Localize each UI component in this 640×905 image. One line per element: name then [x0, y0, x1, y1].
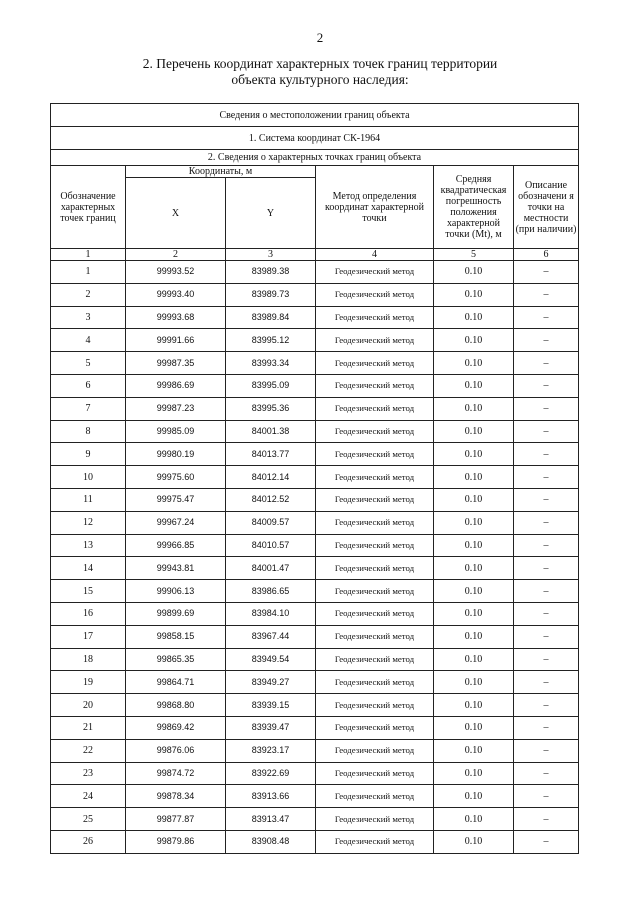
error-cell: 0.10 — [434, 397, 514, 420]
x-coordinate-cell: 99858.15 — [126, 625, 226, 648]
method-cell: Геодезический метод — [316, 511, 434, 534]
error-cell: 0.10 — [434, 602, 514, 625]
method-cell: Геодезический метод — [316, 580, 434, 603]
method-cell: Геодезический метод — [316, 397, 434, 420]
header-x: X — [126, 178, 226, 249]
table-row — [51, 648, 579, 671]
error-cell: 0.10 — [434, 534, 514, 557]
x-coordinate-cell: 99878.34 — [126, 785, 226, 808]
method-cell: Геодезический метод — [316, 306, 434, 329]
description-cell: – — [514, 443, 579, 466]
x-coordinate-cell: 99864.71 — [126, 671, 226, 694]
y-coordinate-cell: 83922.69 — [226, 762, 316, 785]
table-row — [51, 808, 579, 831]
page-number: 2 — [316, 30, 324, 45]
table-row — [51, 716, 579, 739]
y-coordinate-cell: 84012.14 — [226, 466, 316, 489]
x-coordinate-cell: 99993.52 — [126, 261, 226, 284]
description-cell: – — [514, 283, 579, 306]
method-cell: Геодезический метод — [316, 716, 434, 739]
point-number-cell: 21 — [51, 716, 126, 739]
table-row — [51, 397, 579, 420]
column-number: 3 — [226, 249, 316, 261]
description-cell: – — [514, 625, 579, 648]
method-cell: Геодезический метод — [316, 671, 434, 694]
description-cell: – — [514, 352, 579, 375]
description-cell: – — [514, 762, 579, 785]
method-cell: Геодезический метод — [316, 466, 434, 489]
table-row — [51, 580, 579, 603]
x-coordinate-cell: 99877.87 — [126, 808, 226, 831]
x-coordinate-cell: 99868.80 — [126, 694, 226, 717]
coordinate-system-label: 1. Система координат СК-1964 — [51, 127, 579, 150]
point-number-cell: 1 — [51, 261, 126, 284]
x-coordinate-cell: 99993.68 — [126, 306, 226, 329]
y-coordinate-cell: 84001.47 — [226, 557, 316, 580]
column-number: 6 — [514, 249, 579, 261]
point-number-cell: 11 — [51, 488, 126, 511]
error-cell: 0.10 — [434, 580, 514, 603]
header-method: Метод определения координат характерной точки — [316, 166, 434, 249]
point-number-cell: 19 — [51, 671, 126, 694]
method-cell: Геодезический метод — [316, 830, 434, 853]
method-cell: Геодезический метод — [316, 443, 434, 466]
x-coordinate-cell: 99987.23 — [126, 397, 226, 420]
error-cell: 0.10 — [434, 306, 514, 329]
error-cell: 0.10 — [434, 466, 514, 489]
method-cell: Геодезический метод — [316, 534, 434, 557]
point-number-cell: 8 — [51, 420, 126, 443]
error-cell: 0.10 — [434, 739, 514, 762]
description-cell: – — [514, 671, 579, 694]
table-row — [51, 283, 579, 306]
method-cell: Геодезический метод — [316, 352, 434, 375]
error-cell: 0.10 — [434, 830, 514, 853]
y-coordinate-cell: 84010.57 — [226, 534, 316, 557]
error-cell: 0.10 — [434, 374, 514, 397]
point-number-cell: 9 — [51, 443, 126, 466]
y-coordinate-cell: 83939.15 — [226, 694, 316, 717]
heading-line-2: объекта культурного наследия: — [231, 72, 409, 87]
table-row — [51, 374, 579, 397]
method-cell: Геодезический метод — [316, 602, 434, 625]
description-cell: – — [514, 716, 579, 739]
heading-line-1: 2. Перечень координат характерных точек границ территории — [142, 56, 498, 71]
table-row — [51, 329, 579, 352]
column-number: 5 — [434, 249, 514, 261]
y-coordinate-cell: 83995.12 — [226, 329, 316, 352]
y-coordinate-cell: 83908.48 — [226, 830, 316, 853]
point-number-cell: 3 — [51, 306, 126, 329]
x-coordinate-cell: 99899.69 — [126, 602, 226, 625]
header-coordinates: Координаты, м — [126, 166, 316, 178]
table-row — [51, 625, 579, 648]
description-cell: – — [514, 397, 579, 420]
header-error: Средняя квадратическая погрешность положения характерной точки (Mt), м — [434, 166, 514, 249]
description-cell: – — [514, 557, 579, 580]
y-coordinate-cell: 83984.10 — [226, 602, 316, 625]
description-cell: – — [514, 306, 579, 329]
table-row — [51, 261, 579, 284]
method-cell: Геодезический метод — [316, 762, 434, 785]
point-number-cell: 15 — [51, 580, 126, 603]
error-cell: 0.10 — [434, 443, 514, 466]
y-coordinate-cell: 84001.38 — [226, 420, 316, 443]
table-row — [51, 557, 579, 580]
x-coordinate-cell: 99876.06 — [126, 739, 226, 762]
y-coordinate-cell: 83949.54 — [226, 648, 316, 671]
error-cell: 0.10 — [434, 557, 514, 580]
x-coordinate-cell: 99991.66 — [126, 329, 226, 352]
error-cell: 0.10 — [434, 648, 514, 671]
description-cell: – — [514, 511, 579, 534]
y-coordinate-cell: 84009.57 — [226, 511, 316, 534]
x-coordinate-cell: 99975.47 — [126, 488, 226, 511]
error-cell: 0.10 — [434, 488, 514, 511]
description-cell: – — [514, 488, 579, 511]
table-row — [51, 694, 579, 717]
error-cell: 0.10 — [434, 261, 514, 284]
x-coordinate-cell: 99967.24 — [126, 511, 226, 534]
point-number-cell: 25 — [51, 808, 126, 831]
point-number-cell: 5 — [51, 352, 126, 375]
points-info-label: 2. Сведения о характерных точках границ объекта — [51, 150, 579, 166]
table-caption: Сведения о местоположении границ объекта — [51, 104, 579, 127]
error-cell: 0.10 — [434, 625, 514, 648]
point-number-cell: 24 — [51, 785, 126, 808]
point-number-cell: 22 — [51, 739, 126, 762]
point-number-cell: 17 — [51, 625, 126, 648]
method-cell: Геодезический метод — [316, 488, 434, 511]
table-row — [51, 739, 579, 762]
table-row — [51, 762, 579, 785]
header-y: Y — [226, 178, 316, 249]
column-number: 1 — [51, 249, 126, 261]
error-cell: 0.10 — [434, 352, 514, 375]
x-coordinate-cell: 99993.40 — [126, 283, 226, 306]
method-cell: Геодезический метод — [316, 329, 434, 352]
error-cell: 0.10 — [434, 283, 514, 306]
point-number-cell: 26 — [51, 830, 126, 853]
x-coordinate-cell: 99975.60 — [126, 466, 226, 489]
description-cell: – — [514, 694, 579, 717]
description-cell: – — [514, 534, 579, 557]
description-cell: – — [514, 580, 579, 603]
description-cell: – — [514, 466, 579, 489]
x-coordinate-cell: 99986.69 — [126, 374, 226, 397]
method-cell: Геодезический метод — [316, 694, 434, 717]
point-number-cell: 14 — [51, 557, 126, 580]
header-point: Обозначение характерных точек границ — [51, 166, 126, 249]
description-cell: – — [514, 374, 579, 397]
table-row — [51, 534, 579, 557]
x-coordinate-cell: 99980.19 — [126, 443, 226, 466]
point-number-cell: 10 — [51, 466, 126, 489]
table-row — [51, 511, 579, 534]
x-coordinate-cell: 99869.42 — [126, 716, 226, 739]
column-numbers-row — [51, 249, 579, 261]
y-coordinate-cell: 83939.47 — [226, 716, 316, 739]
y-coordinate-cell: 83923.17 — [226, 739, 316, 762]
y-coordinate-cell: 83989.38 — [226, 261, 316, 284]
method-cell: Геодезический метод — [316, 648, 434, 671]
x-coordinate-cell: 99943.81 — [126, 557, 226, 580]
point-number-cell: 7 — [51, 397, 126, 420]
point-number-cell: 6 — [51, 374, 126, 397]
table-row — [51, 488, 579, 511]
table-row — [51, 306, 579, 329]
y-coordinate-cell: 83967.44 — [226, 625, 316, 648]
error-cell: 0.10 — [434, 716, 514, 739]
method-cell: Геодезический метод — [316, 625, 434, 648]
x-coordinate-cell: 99906.13 — [126, 580, 226, 603]
point-number-cell: 16 — [51, 602, 126, 625]
table-row — [51, 602, 579, 625]
method-cell: Геодезический метод — [316, 420, 434, 443]
error-cell: 0.10 — [434, 329, 514, 352]
description-cell: – — [514, 739, 579, 762]
coordinates-table — [50, 103, 579, 854]
y-coordinate-cell: 83995.09 — [226, 374, 316, 397]
point-number-cell: 18 — [51, 648, 126, 671]
point-number-cell: 23 — [51, 762, 126, 785]
method-cell: Геодезический метод — [316, 739, 434, 762]
y-coordinate-cell: 84013.77 — [226, 443, 316, 466]
x-coordinate-cell: 99987.35 — [126, 352, 226, 375]
x-coordinate-cell: 99985.09 — [126, 420, 226, 443]
y-coordinate-cell: 83949.27 — [226, 671, 316, 694]
x-coordinate-cell: 99865.35 — [126, 648, 226, 671]
table-row — [51, 466, 579, 489]
point-number-cell: 13 — [51, 534, 126, 557]
table-row — [51, 352, 579, 375]
error-cell: 0.10 — [434, 808, 514, 831]
header-description: Описание обозначени я точки на местности (при наличии) — [514, 166, 579, 249]
description-cell: – — [514, 329, 579, 352]
method-cell: Геодезический метод — [316, 374, 434, 397]
x-coordinate-cell: 99874.72 — [126, 762, 226, 785]
method-cell: Геодезический метод — [316, 283, 434, 306]
error-cell: 0.10 — [434, 762, 514, 785]
description-cell: – — [514, 830, 579, 853]
y-coordinate-cell: 83986.65 — [226, 580, 316, 603]
page-heading — [60, 56, 580, 88]
column-number: 4 — [316, 249, 434, 261]
column-number: 2 — [126, 249, 226, 261]
description-cell: – — [514, 785, 579, 808]
y-coordinate-cell: 83995.36 — [226, 397, 316, 420]
description-cell: – — [514, 420, 579, 443]
point-number-cell: 12 — [51, 511, 126, 534]
y-coordinate-cell: 84012.52 — [226, 488, 316, 511]
table-row — [51, 671, 579, 694]
error-cell: 0.10 — [434, 785, 514, 808]
method-cell: Геодезический метод — [316, 557, 434, 580]
y-coordinate-cell: 83989.73 — [226, 283, 316, 306]
method-cell: Геодезический метод — [316, 261, 434, 284]
table-row — [51, 830, 579, 853]
error-cell: 0.10 — [434, 671, 514, 694]
table-row — [51, 785, 579, 808]
point-number-cell: 4 — [51, 329, 126, 352]
y-coordinate-cell: 83989.84 — [226, 306, 316, 329]
description-cell: – — [514, 602, 579, 625]
method-cell: Геодезический метод — [316, 785, 434, 808]
method-cell: Геодезический метод — [316, 808, 434, 831]
error-cell: 0.10 — [434, 511, 514, 534]
description-cell: – — [514, 648, 579, 671]
point-number-cell: 2 — [51, 283, 126, 306]
description-cell: – — [514, 261, 579, 284]
x-coordinate-cell: 99966.85 — [126, 534, 226, 557]
x-coordinate-cell: 99879.86 — [126, 830, 226, 853]
y-coordinate-cell: 83913.66 — [226, 785, 316, 808]
error-cell: 0.10 — [434, 694, 514, 717]
description-cell: – — [514, 808, 579, 831]
table-row — [51, 443, 579, 466]
y-coordinate-cell: 83993.34 — [226, 352, 316, 375]
error-cell: 0.10 — [434, 420, 514, 443]
table-row — [51, 420, 579, 443]
point-number-cell: 20 — [51, 694, 126, 717]
y-coordinate-cell: 83913.47 — [226, 808, 316, 831]
